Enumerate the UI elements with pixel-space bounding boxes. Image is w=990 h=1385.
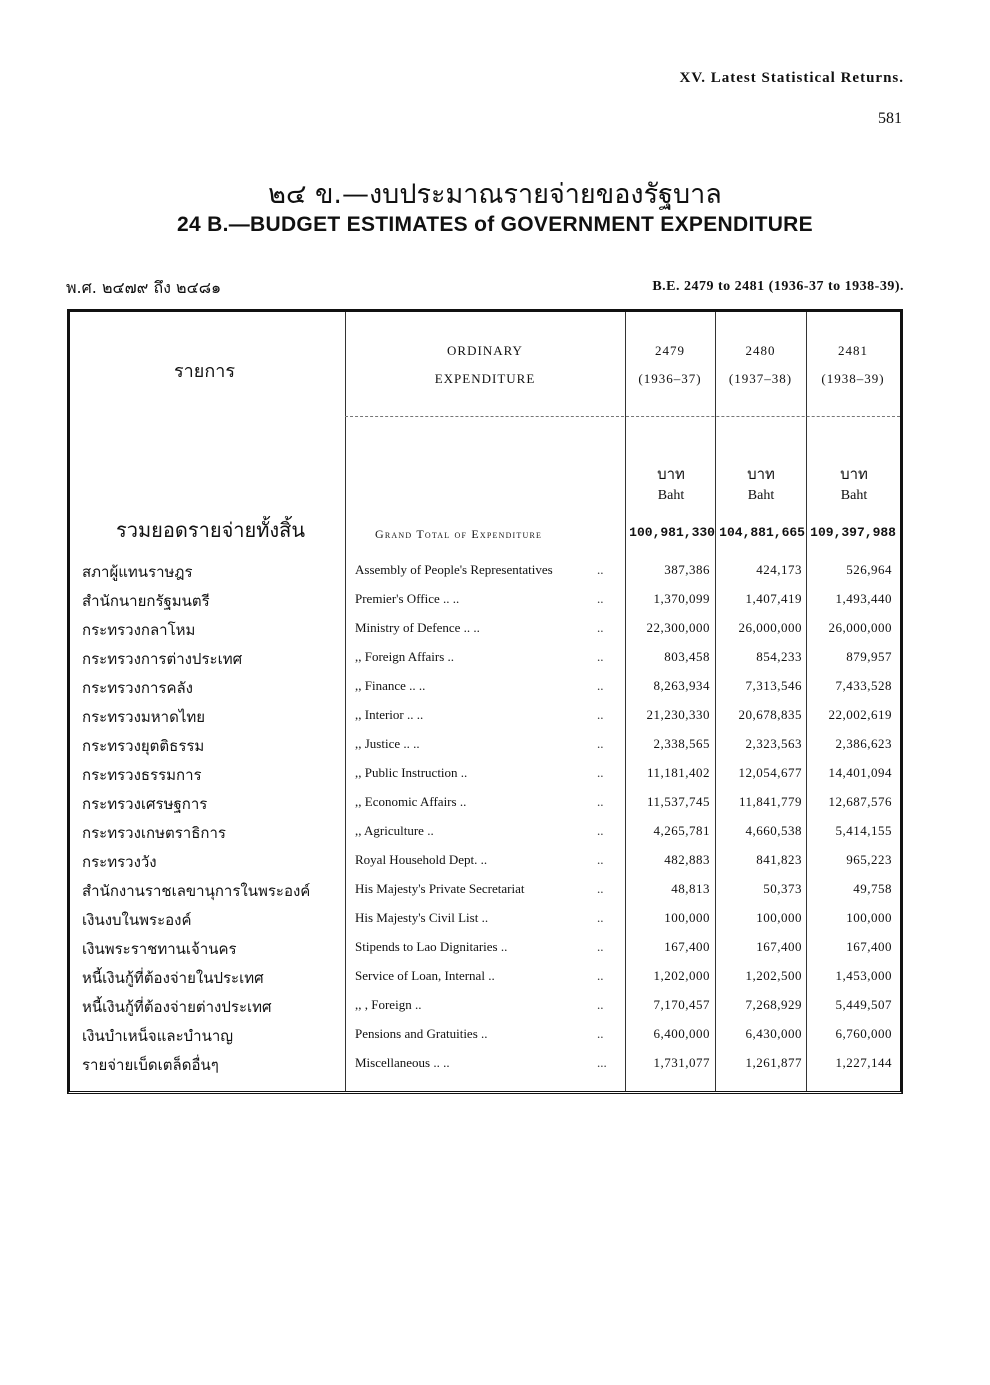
table-row	[70, 879, 900, 907]
row-value: 100,000	[756, 910, 802, 925]
row-value: 7,433,528	[835, 678, 892, 693]
page-title-thai: ๒๔ ข.—งบประมาณรายจ่ายของรัฐบาล	[268, 179, 722, 210]
row-label-english: His Majesty's Private Secretariat	[355, 881, 525, 896]
row-label-thai: กระทรวงการคลัง	[82, 679, 193, 697]
row-value: 1,370,099	[653, 591, 710, 606]
unit-thai: บาท	[747, 465, 775, 483]
column-header-year-1	[625, 343, 715, 387]
leader-dots: ..	[597, 1026, 604, 1041]
leader-dots: ..	[597, 968, 604, 983]
row-value: 11,537,745	[646, 794, 710, 809]
leader-dots: ..	[597, 910, 604, 925]
table-row	[70, 589, 900, 617]
row-value: 1,261,877	[745, 1055, 802, 1070]
budget-table	[67, 309, 903, 1094]
unit-english: Baht	[840, 488, 868, 503]
year-ad: (1938–39)	[821, 371, 885, 386]
table-row	[70, 821, 900, 849]
running-head: XV. Latest Statistical Returns.	[679, 70, 904, 86]
row-value: 6,430,000	[745, 1026, 802, 1041]
row-label-english: Ministry of Defence .. ..	[355, 620, 480, 635]
row-label-english: Service of Loan, Internal ..	[355, 968, 495, 983]
row-value: 11,181,402	[646, 765, 710, 780]
table-row	[70, 1053, 900, 1081]
grand-total-label-english: Grand Total of Expenditure	[375, 527, 543, 541]
row-value: 526,964	[846, 562, 892, 577]
unit-label	[625, 462, 717, 504]
table-row	[70, 966, 900, 994]
row-label-english: ,, Foreign Affairs ..	[355, 649, 455, 664]
unit-english: Baht	[657, 488, 685, 503]
table-row	[70, 734, 900, 762]
row-label-thai: สำนักงานราชเลขานุการในพระองค์	[82, 882, 311, 900]
row-value: 7,170,457	[653, 997, 710, 1012]
row-value: 1,202,500	[745, 968, 802, 983]
year-ad: (1936–37)	[638, 371, 702, 386]
grand-total-value: 100,981,330	[629, 525, 715, 540]
row-value: 1,227,144	[835, 1055, 892, 1070]
row-value: 26,000,000	[738, 620, 802, 635]
leader-dots: ..	[597, 649, 604, 664]
row-label-english: Assembly of People's Representatives	[355, 562, 553, 577]
row-label-english: ,, Finance .. ..	[355, 678, 426, 693]
row-value: 1,407,419	[745, 591, 802, 606]
table-row	[70, 1024, 900, 1052]
row-value: 4,265,781	[653, 823, 710, 838]
row-value: 50,373	[763, 881, 802, 896]
row-value: 2,338,565	[653, 736, 710, 751]
row-value: 8,263,934	[653, 678, 710, 693]
table-row	[70, 763, 900, 791]
row-value: 879,957	[846, 649, 892, 664]
row-label-english: His Majesty's Civil List ..	[355, 910, 489, 925]
row-label-english: Miscellaneous .. ..	[355, 1055, 450, 1070]
row-label-english: ,, Agriculture ..	[355, 823, 434, 838]
table-row	[70, 937, 900, 965]
row-value: 20,678,835	[738, 707, 802, 722]
row-value: 2,323,563	[745, 736, 802, 751]
row-value: 1,453,000	[835, 968, 892, 983]
row-label-thai: เงินพระราชทานเจ้านคร	[82, 940, 237, 958]
row-value: 387,386	[664, 562, 710, 577]
row-label-english: ,, Public Instruction ..	[355, 765, 468, 780]
row-value: 167,400	[664, 939, 710, 954]
grand-total-label-thai: รวมยอดรายจ่ายทั้งสิ้น	[116, 518, 306, 542]
column-header-ordinary	[345, 343, 625, 387]
period-english: B.E. 2479 to 2481 (1936-37 to 1938-39).	[652, 279, 904, 294]
row-label-english: ,, Economic Affairs ..	[355, 794, 467, 809]
column-header-year-3	[806, 343, 900, 387]
leader-dots: ..	[597, 707, 604, 722]
row-value: 854,233	[756, 649, 802, 664]
row-value: 7,313,546	[745, 678, 802, 693]
row-value: 11,841,779	[738, 794, 802, 809]
table-row	[70, 560, 900, 588]
row-value: 49,758	[853, 881, 892, 896]
leader-dots: ..	[597, 997, 604, 1012]
row-value: 100,000	[846, 910, 892, 925]
header-divider	[345, 416, 900, 418]
row-label-thai: หนี้เงินกู้ที่ต้องจ่ายต่างประเทศ	[82, 998, 272, 1016]
row-label-thai: กระทรวงเศรษฐการ	[82, 795, 208, 813]
year-be: 2481	[838, 343, 868, 358]
row-value: 12,687,576	[828, 794, 892, 809]
row-label-thai: เงินงบในพระองค์	[82, 911, 192, 929]
row-label-thai: เงินบำเหน็จและบำนาญ	[82, 1027, 234, 1045]
leader-dots: ..	[597, 591, 604, 606]
row-label-english: Stipends to Lao Dignitaries ..	[355, 939, 508, 954]
leader-dots: ..	[597, 852, 604, 867]
row-label-thai: กระทรวงธรรมการ	[82, 766, 202, 784]
row-label-english: ,, Interior .. ..	[355, 707, 424, 722]
row-value: 841,823	[756, 852, 802, 867]
row-label-thai: กระทรวงมหาดไทย	[82, 708, 206, 726]
row-value: 1,493,440	[835, 591, 892, 606]
row-value: 803,458	[664, 649, 710, 664]
page-title-english: 24 B.—BUDGET ESTIMATES of GOVERNMENT EXPENDITURE	[177, 213, 813, 236]
unit-english: Baht	[747, 488, 775, 503]
column-header-year-2	[715, 343, 806, 387]
leader-dots: ..	[597, 881, 604, 896]
leader-dots: ..	[597, 765, 604, 780]
row-value: 4,660,538	[745, 823, 802, 838]
row-value: 167,400	[756, 939, 802, 954]
row-value: 48,813	[671, 881, 710, 896]
row-value: 22,300,000	[646, 620, 710, 635]
year-be: 2480	[745, 343, 776, 358]
row-value: 6,400,000	[653, 1026, 710, 1041]
table-row	[70, 792, 900, 820]
row-value: 26,000,000	[828, 620, 892, 635]
leader-dots: ..	[597, 939, 604, 954]
leader-dots: ..	[597, 620, 604, 635]
table-row	[70, 995, 900, 1023]
leader-dots: ..	[597, 678, 604, 693]
row-label-thai: หนี้เงินกู้ที่ต้องจ่ายในประเทศ	[82, 969, 264, 987]
leader-dots: ..	[597, 823, 604, 838]
row-value: 424,173	[756, 562, 802, 577]
column-header-items: รายการ	[174, 361, 235, 382]
year-ad: (1937–38)	[728, 371, 793, 386]
leader-dots: ..	[597, 736, 604, 751]
row-label-thai: สภาผู้แทนราษฎร	[82, 563, 193, 581]
row-value: 1,731,077	[653, 1055, 710, 1070]
leader-dots: ...	[597, 1055, 607, 1070]
row-value: 167,400	[846, 939, 892, 954]
column-header-ordinary-line1: ORDINARY	[447, 343, 523, 358]
year-be: 2479	[655, 343, 685, 358]
table-row	[70, 618, 900, 646]
row-value: 2,386,623	[835, 736, 892, 751]
row-label-thai: กระทรวงกลาโหม	[82, 621, 196, 639]
grand-total-value: 109,397,988	[810, 525, 896, 540]
page-number: 581	[878, 110, 902, 127]
row-value: 965,223	[846, 852, 892, 867]
table-row	[70, 676, 900, 704]
row-label-thai: กระทรวงเกษตราธิการ	[82, 824, 226, 842]
row-label-english: Premier's Office .. ..	[355, 591, 460, 606]
row-value: 5,449,507	[835, 997, 892, 1012]
row-value: 482,883	[664, 852, 710, 867]
row-value: 1,202,000	[653, 968, 710, 983]
row-label-english: Pensions and Gratuities ..	[355, 1026, 488, 1041]
unit-thai: บาท	[840, 465, 868, 483]
row-value: 22,002,619	[828, 707, 892, 722]
row-label-english: ,, Justice .. ..	[355, 736, 420, 751]
row-label-thai: กระทรวงวัง	[82, 853, 157, 871]
column-header-ordinary-line2: EXPENDITURE	[434, 371, 536, 386]
table-row	[70, 647, 900, 675]
row-label-thai: รายจ่ายเบ็ดเตล็ดอื่นๆ	[82, 1056, 219, 1074]
leader-dots: ..	[597, 562, 604, 577]
table-row	[70, 850, 900, 878]
unit-label	[808, 462, 900, 504]
row-value: 7,268,929	[745, 997, 802, 1012]
row-label-thai: กระทรวงการต่างประเทศ	[82, 650, 243, 668]
row-label-thai: กระทรวงยุตติธรรม	[82, 737, 205, 755]
row-label-english: Royal Household Dept. ..	[355, 852, 488, 867]
row-label-english: ,, , Foreign ..	[355, 997, 422, 1012]
row-value: 21,230,330	[646, 707, 710, 722]
row-value: 14,401,094	[828, 765, 892, 780]
row-label-thai: สำนักนายกรัฐมนตรี	[82, 592, 210, 610]
leader-dots: ..	[597, 794, 604, 809]
unit-thai: บาท	[657, 465, 685, 483]
table-row	[70, 705, 900, 733]
row-value: 6,760,000	[835, 1026, 892, 1041]
grand-total-value: 104,881,665	[719, 525, 805, 540]
unit-label	[715, 462, 807, 504]
table-row	[70, 908, 900, 936]
row-value: 100,000	[664, 910, 710, 925]
row-value: 12,054,677	[738, 765, 802, 780]
row-value: 5,414,155	[835, 823, 892, 838]
period-thai: พ.ศ. ๒๔๗๙ ถึง ๒๔๘๑	[66, 278, 222, 297]
